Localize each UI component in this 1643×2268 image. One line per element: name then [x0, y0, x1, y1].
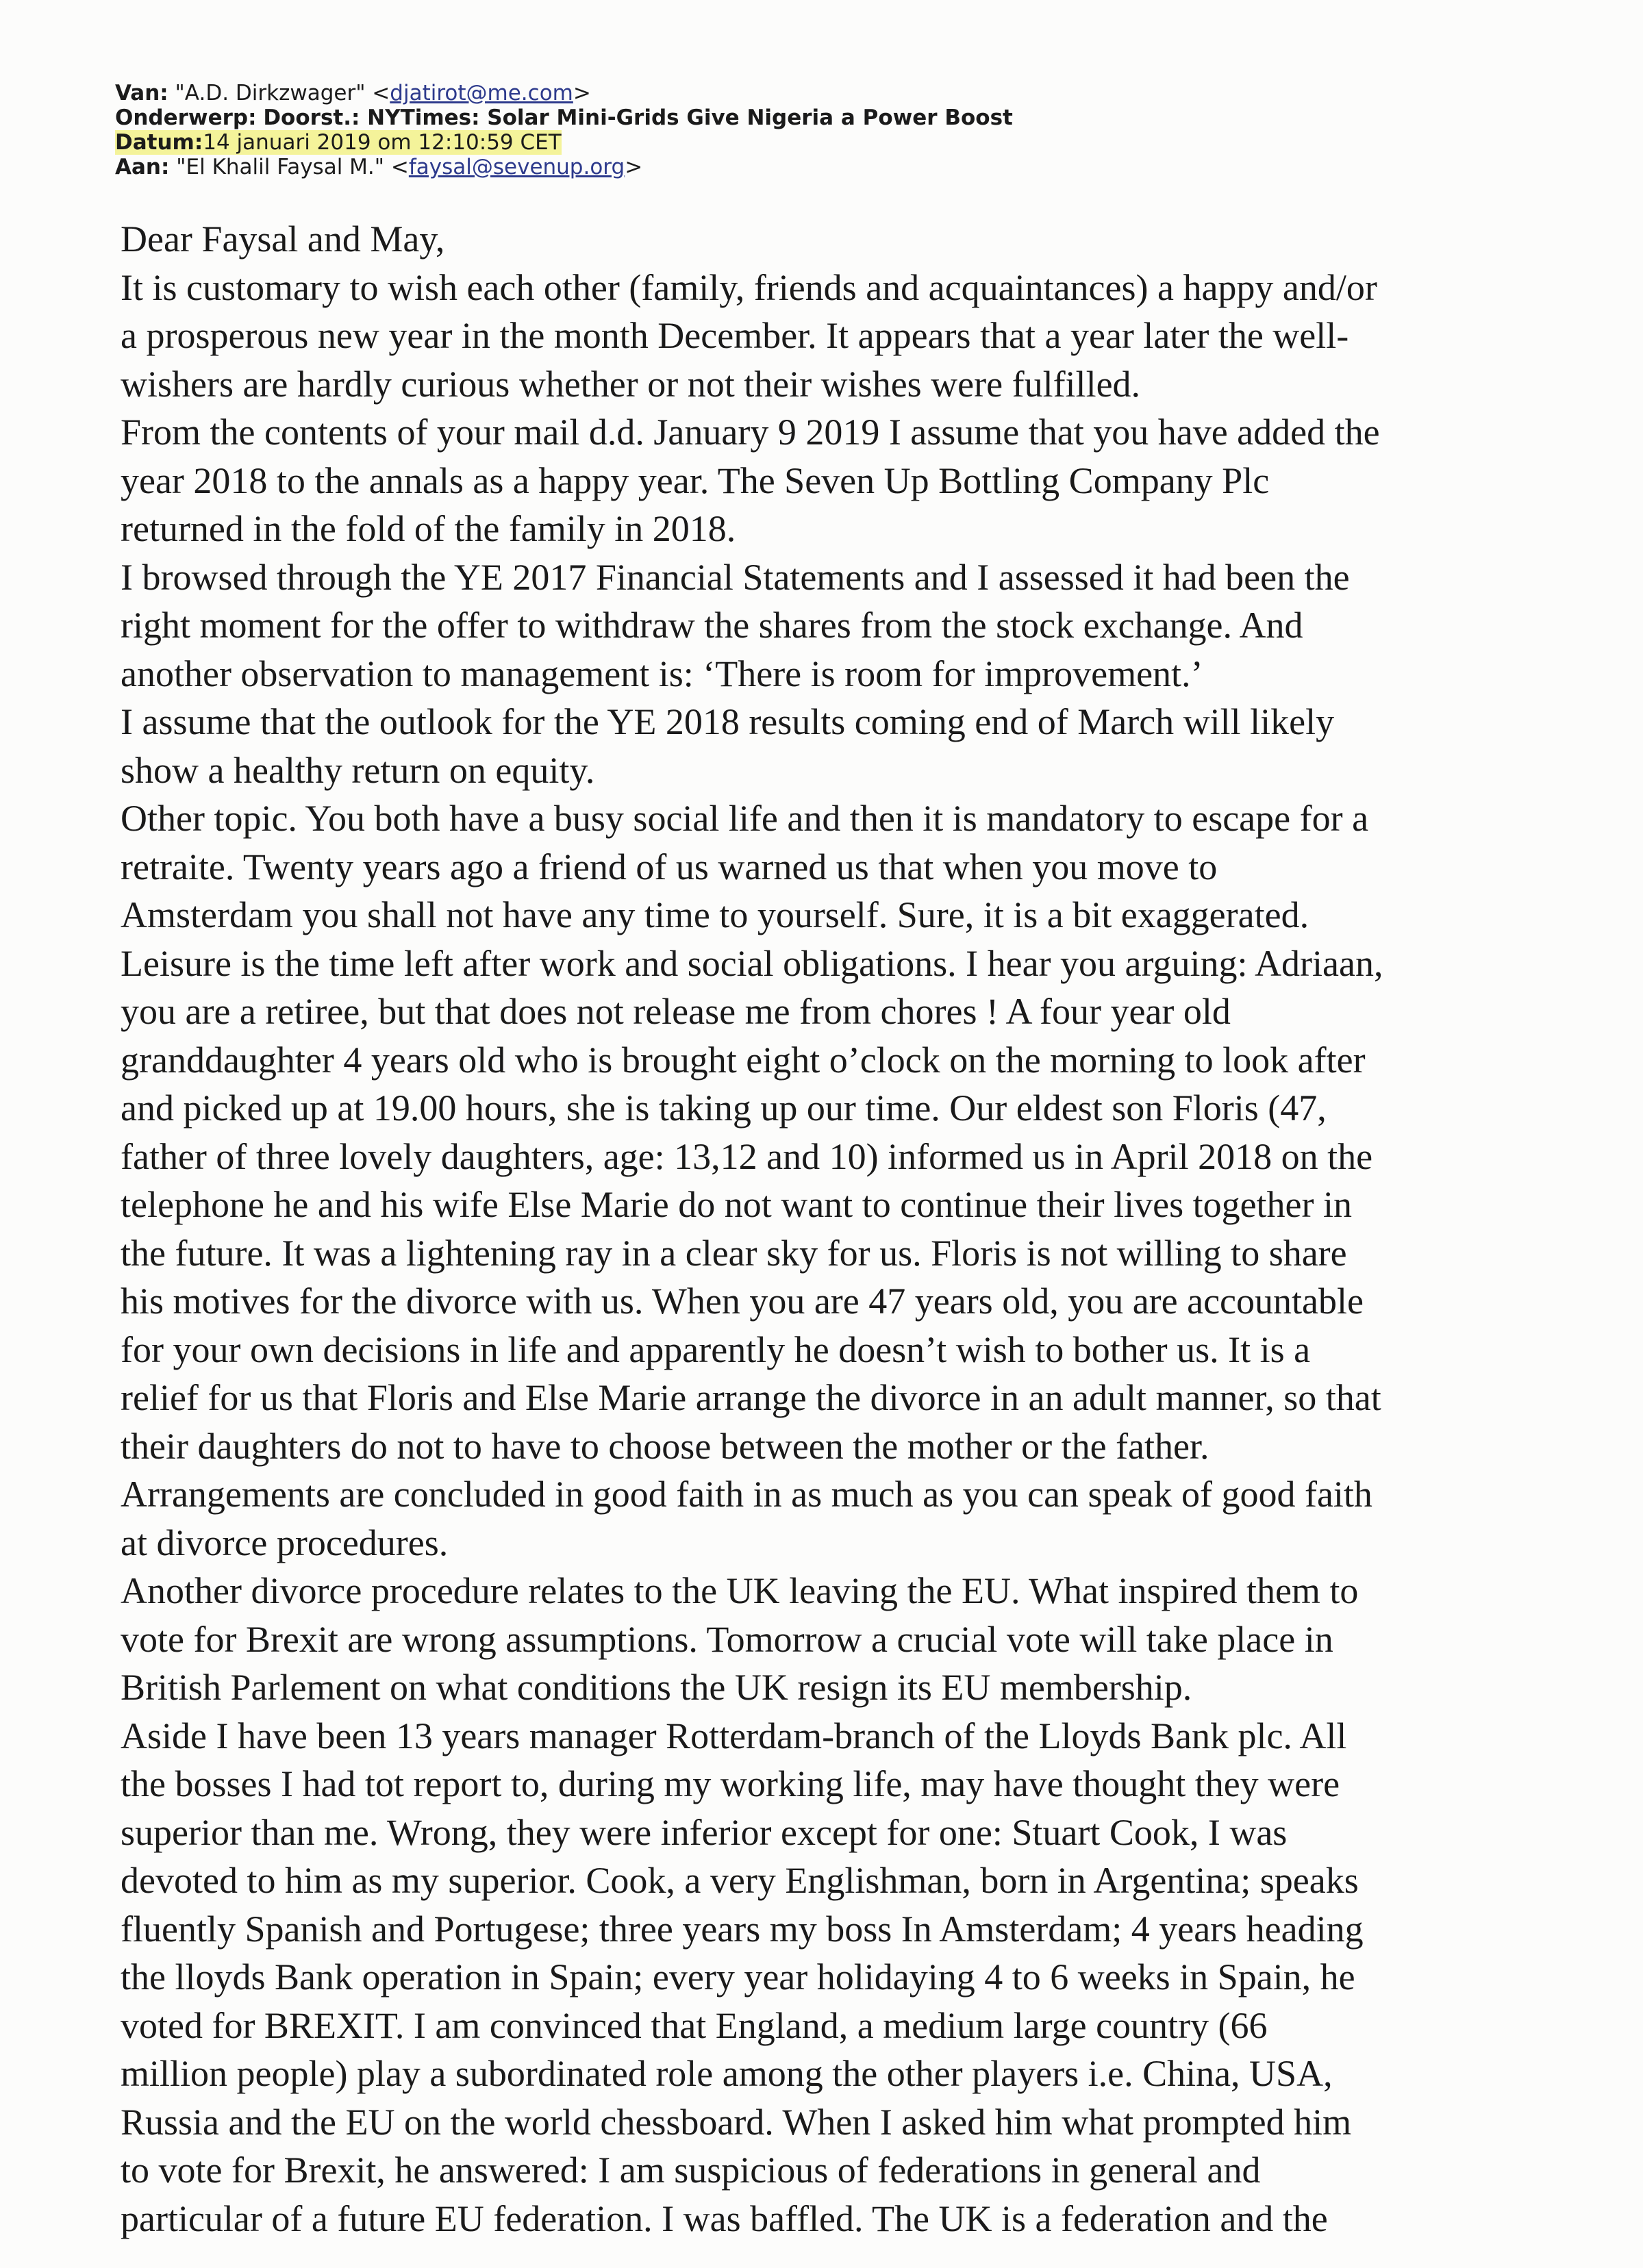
email-header — [115, 81, 1348, 179]
letter-line: relief for us that Floris and Else Marie arrange the divorce in an adult manner, so that — [121, 1377, 1381, 1418]
letter-line: for your own decisions in life and apparently he doesn’t wish to bother us. It is a — [121, 1328, 1311, 1370]
from-name: "A.D. Dirkzwager" < — [175, 81, 390, 105]
letter-line: million people) play a subordinated role among the other players i.e. China, USA, — [121, 2053, 1333, 2094]
date-label: Datum: — [115, 130, 203, 155]
date-value: 14 januari 2019 om 12:10:59 CET — [203, 130, 562, 155]
letter-line: Aside I have been 13 years manager Rotterdam-branch of the Lloyds Bank plc. All — [121, 1715, 1347, 1756]
letter-line: Dear Faysal and May, — [121, 218, 445, 260]
from-close: > — [573, 81, 591, 105]
from-email-link[interactable]: djatirot@me.com — [390, 81, 573, 105]
letter-line: right moment for the offer to withdraw the shares from the stock exchange. And — [121, 605, 1303, 646]
letter-line: From the contents of your mail d.d. January 9 2019 I assume that you have added the — [121, 412, 1380, 453]
letter-line: granddaughter 4 years old who is brought eight o’clock on the morning to look after — [121, 1039, 1366, 1081]
to-line — [115, 155, 1348, 179]
letter-line: Amsterdam you shall not have any time to yourself. Sure, it is a bit exaggerated. — [121, 894, 1309, 935]
letter-line: particular of a future EU federation. I was baffled. The UK is a federation and the — [121, 2197, 1328, 2239]
letter-line: devoted to him as my superior. Cook, a very Englishman, born in Argentina; speaks — [121, 1860, 1359, 1901]
letter-line: father of three lovely daughters, age: 13,12 and 10) informed us in April 2018 on the — [121, 1135, 1373, 1177]
letter-line: you are a retiree, but that does not release me from chores ! A four year old — [121, 991, 1231, 1032]
letter-line: fluently Spanish and Portugese; three years my boss In Amsterdam; 4 years heading — [121, 1908, 1364, 1950]
letter-line: It is customary to wish each other (family, friends and acquaintances) a happy and/or — [121, 266, 1377, 308]
letter-line: show a healthy return on equity. — [121, 749, 595, 791]
letter-line: superior than me. Wrong, they were inferior except for one: Stuart Cook, I was — [121, 1811, 1288, 1853]
letter-line: I browsed through the YE 2017 Financial Statements and I assessed it had been the — [121, 556, 1350, 598]
letter-line: British Parlement on what conditions the UK resign its EU membership. — [121, 1667, 1192, 1708]
letter-line: the bosses I had tot report to, during my working life, may have thought they were — [121, 1763, 1340, 1804]
date-line — [115, 130, 1348, 155]
letter-line: vote for Brexit are wrong assumptions. Tomorrow a crucial vote will take place in — [121, 1618, 1333, 1660]
letter-line: his motives for the divorce with us. When you are 47 years old, you are accountable — [121, 1281, 1364, 1322]
to-name: "El Khalil Faysal M." < — [176, 155, 409, 179]
subject-label: Onderwerp: — [115, 105, 257, 130]
letter-line: Russia and the EU on the world chessboard. When I asked him what prompted him — [121, 2101, 1352, 2143]
letter-body — [121, 215, 1545, 2243]
letter-line: Leisure is the time left after work and social obligations. I hear you arguing: Adriaan, — [121, 942, 1383, 984]
letter-line: telephone he and his wife Else Marie do not want to continue their lives together in — [121, 1184, 1353, 1225]
letter-line: to vote for Brexit, he answered: I am suspicious of federations in general and — [121, 2150, 1261, 2191]
letter-line: Other topic. You both have a busy social life and then it is mandatory to escape for a — [121, 798, 1369, 839]
letter-line: Arrangements are concluded in good faith in as much as you can speak of good faith — [121, 1474, 1372, 1515]
letter-line: another observation to management is: ‘There is room for improvement.’ — [121, 653, 1203, 694]
to-email-link[interactable]: faysal@sevenup.org — [408, 155, 625, 179]
subject-line — [115, 105, 1348, 130]
letter-line: the lloyds Bank operation in Spain; every year holidaying 4 to 6 weeks in Spain, he — [121, 1956, 1355, 1998]
letter-line: a prosperous new year in the month December. It appears that a year later the well- — [121, 315, 1349, 356]
from-line — [115, 81, 1348, 105]
letter-line: I assume that the outlook for the YE 2018 results coming end of March will likely — [121, 701, 1335, 742]
letter-line: wishers are hardly curious whether or not their wishes were fulfilled. — [121, 363, 1141, 405]
letter-line: voted for BREXIT. I am convinced that England, a medium large country (66 — [121, 2004, 1268, 2046]
from-label: Van: — [115, 81, 168, 105]
to-label: Aan: — [115, 155, 170, 179]
letter-line: returned in the fold of the family in 2018. — [121, 508, 736, 549]
letter-line: their daughters do not to have to choose between the mother or the father. — [121, 1425, 1209, 1467]
to-close: > — [625, 155, 643, 179]
letter-line: retraite. Twenty years ago a friend of us warned us that when you move to — [121, 846, 1218, 887]
letter-line: year 2018 to the annals as a happy year. The Seven Up Bottling Company Plc — [121, 459, 1270, 501]
letter-line: at divorce procedures. — [121, 1522, 449, 1563]
subject-value: Doorst.: NYTimes: Solar Mini-Grids Give Nigeria a Power Boost — [263, 105, 1013, 130]
letter-line: and picked up at 19.00 hours, she is taking up our time. Our eldest son Floris (47, — [121, 1087, 1327, 1129]
letter-line: the future. It was a lightening ray in a clear sky for us. Floris is not willing to share — [121, 1232, 1347, 1274]
letter-line: Another divorce procedure relates to the UK leaving the EU. What inspired them to — [121, 1570, 1359, 1611]
